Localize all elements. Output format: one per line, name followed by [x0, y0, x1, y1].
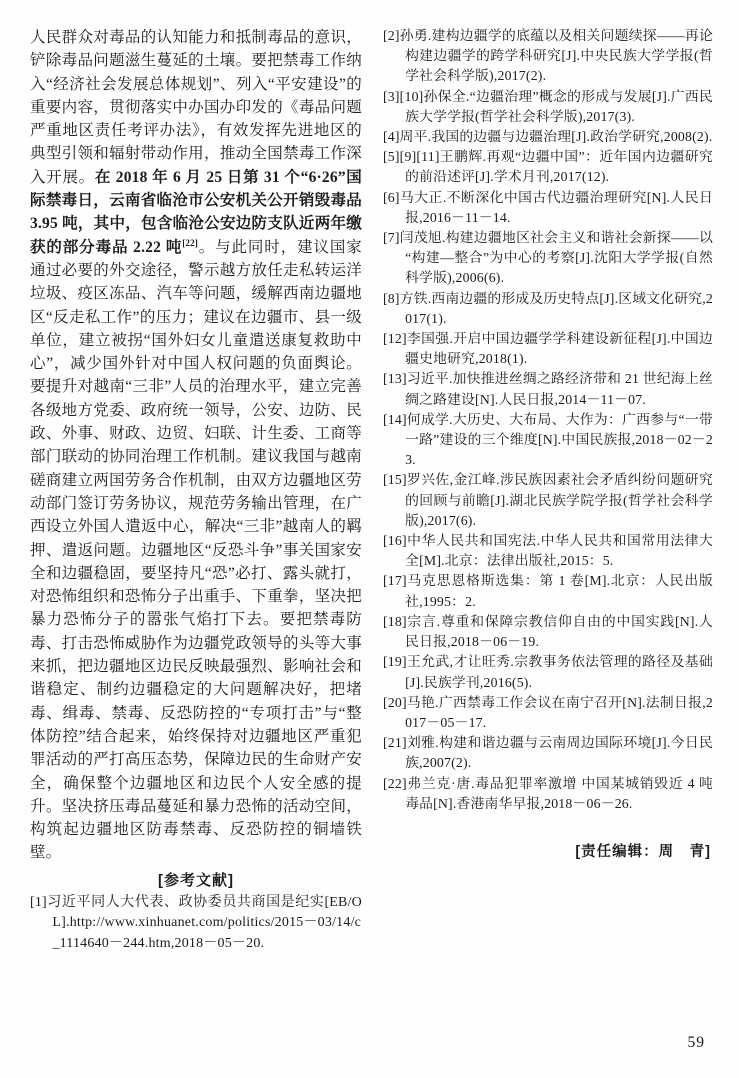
reference-item-1: [1]习近平同人大代表、政协委员共商国是纪实[EB/OL].http://www.xinhuanet.com/politics/2015－03/14/c_1114640－244.htm,2018－05－20.: [30, 894, 362, 951]
citation-superscript: [22]: [182, 237, 199, 248]
editor-note: [责任编辑：周 青]: [575, 843, 711, 860]
reference-item-14: [14]何成学.大历史、大布局、大作为：广西参与“一带一路”建设的三个维度[N].中国民族报,2018－02－23.: [383, 411, 713, 468]
reference-item-13: [13]习近平.加快推进丝绸之路经济带和 21 世纪海上丝绸之路建设[N].人民日报,2014－11－07.: [383, 371, 713, 407]
reference-item-22: [22]弗兰克·唐.毒品犯罪率激增 中国某城销毁近 4 吨毒品[N].香港南华早报,2018－06－26.: [383, 775, 713, 811]
reference-item-5-9-11: [5][9][11]王鹏辉.再观“边疆中国”：近年国内边疆研究的前沿述评[J].学术月刊,2017(12).: [383, 149, 713, 185]
reference-item-21: [21]刘雅.构建和谐边疆与云南周边国际环境[J].今日民族,2007(2).: [383, 735, 713, 771]
reference-item-6: [6]马大正.不断深化中国古代边疆治理研究[N].人民日报,2016－11－14.: [383, 189, 713, 225]
reference-item-20: [20]马艳.广西禁毒工作会议在南宁召开[N].法制日报,2017－05－17.: [383, 694, 713, 730]
body-text-after-bold: 。与此同时，建议国家通过必要的外交途径，警示越方放任走私转运洋垃圾、疫区冻品、汽车等问题，缓解西南边疆地区“反走私工作”的压力；建议在边疆市、县一级单位，建立被拐“国外妇女儿童遣送康复救助中心”，减少国外针对中国人权问题的负面舆论。要提升对越南“三非”人员的治理水平，建立完善各级地方党委、政府统一领导，公安、边防、民政、外事、财政、边贸、妇联、计生委、工商等部门联动的协同治理工作机制。建议我国与越南磋商建立两国劳务合作机制，由双方边疆地区劳动部门签订劳务协议，规范劳务输出管理，在广西设立外国人遣返中心，解决“三非”越南人的羁押、遣返问题。边疆地区“反恐斗争”事关国家安全和边疆稳固，要坚持凡“恐”必打、露头就打，对恐怖组织和恐怖分子出重手、下重拳，坚决把暴力恐怖分子的嚣张气焰打下去。要把禁毒防毒、打击恐怖威胁作为边疆党政领导的头等大事来抓，把边疆地区边民反映最强烈、影响社会和谐稳定、制约边疆稳定的大问题解决好，把堵毒、缉毒、禁毒、反恐防控的“专项打击”与“整体防控”结合起来，始终保持对边疆地区严重犯罪活动的严打高压态势，保障边民的生命财产安全，确保整个边疆地区和边民个人安全感的提升。坚决挤压毒品蔓延和暴力恐怖的活动空间，构筑起边疆地区防毒禁毒、反恐防控的铜墙铁壁。: [30, 238, 362, 862]
body-paragraph: [30, 26, 362, 865]
body-text-bold: 在 2018 年 6 月 25 日第 31 个“6·26”国际禁毒日，云南省临沧市公安机关公开销毁毒品 3.95 吨，其中，包含临沧公安边防支队近两年缴获的部分毒品 2.22 吨: [30, 168, 362, 256]
page-number: 59: [687, 1034, 705, 1051]
reference-item-4: [4]周平.我国的边疆与边疆治理[J].政治学研究,2008(2).: [383, 129, 713, 145]
reference-item-19: [19]王允武,才让旺秀.宗教事务依法管理的路径及基础[J].民族学刊,2016(5).: [383, 654, 713, 690]
reference-item-15: [15]罗兴佐,金江峰.涉民族因素社会矛盾纠纷问题研究的回顾与前瞻[J].湖北民族学院学报(哲学社会科学版),2017(6).: [383, 472, 713, 528]
body-text-before-bold: 人民群众对毒品的认知能力和抵制毒品的意识，铲除毒品问题滋生蔓延的土壤。要把禁毒工作纳入“经济社会发展总体规划”、列入“平安建设”的重要内容，贯彻落实中办国办印发的《毒品问题严重地区责任考评办法》，有效发挥先进地区的典型引领和辐射带动作用，推动全国禁毒工作深入开展。: [30, 29, 362, 186]
reference-item-7: [7]闫茂旭.构建边疆地区社会主义和谐社会新探——以“构建—整合”为中心的考察[J].沈阳大学学报(自然科学版),2006(6).: [383, 230, 713, 286]
reference-item-3-10: [3][10]孙保全.“边疆治理”概念的形成与发展[J].广西民族大学学报(哲学社会科学版),2017(3).: [383, 88, 713, 124]
reference-item-12: [12]李国强.开启中国边疆学学科建设新征程[J].中国边疆史地研究,2018(1).: [383, 331, 713, 367]
reference-item-18: [18]宗言.尊重和保障宗教信仰自由的中国实践[N].人民日报,2018－06－19.: [383, 613, 713, 650]
right-column: [383, 26, 713, 861]
reference-item-16: [16]中华人民共和国宪法.中华人民共和国常用法律大全[M].北京：法律出版社,2015：5.: [383, 533, 713, 569]
left-column: [30, 26, 362, 954]
reference-item-8: [8]方铁.西南边疆的形成及历史特点[J].区域文化研究,2017(1).: [383, 290, 713, 326]
references-heading: [参考文献]: [158, 871, 234, 889]
reference-item-2: [2]孙勇.建构边疆学的底蕴以及相关问题续探——再论构建边疆学的跨学科研究[J].中央民族大学学报(哲学社会科学版),2017(2).: [383, 28, 713, 84]
reference-item-17: [17]马克思恩格斯选集：第 1 卷[M].北京：人民出版社,1995：2.: [383, 573, 713, 609]
